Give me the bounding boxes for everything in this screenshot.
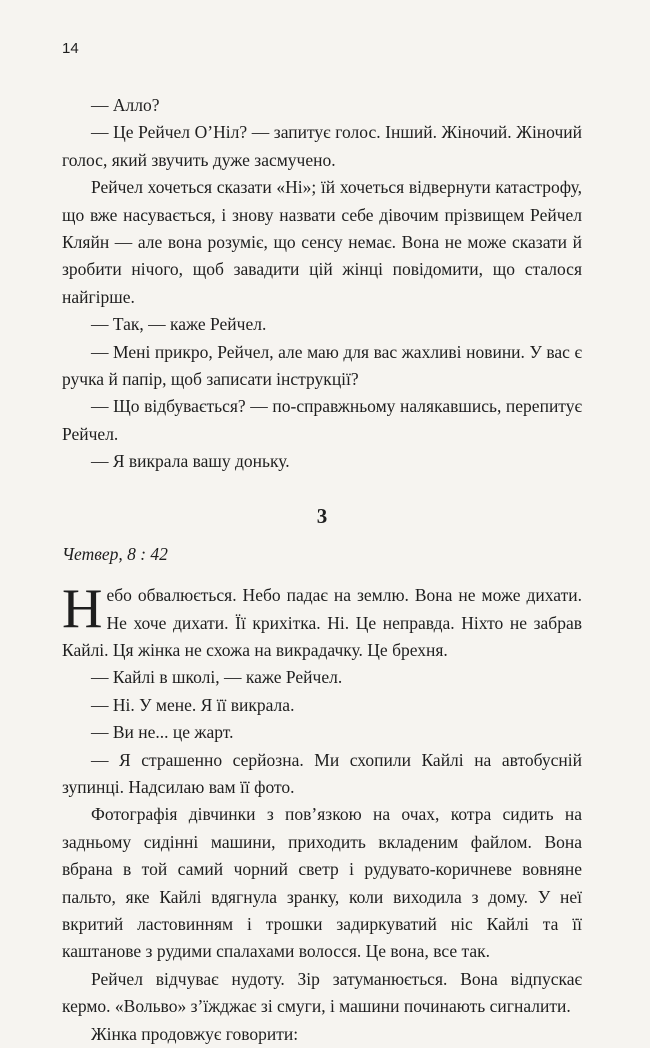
page-number: 14: [62, 40, 79, 57]
paragraph: — Я страшенно серйозна. Ми схопили Кайлі на автобусній зупинці. Надсилаю вам її фото.: [62, 749, 582, 797]
paragraph: — Мені прикро, Рейчел, але маю для вас жахливі новини. У вас є ручка й папір, щоб записати інструкції?: [62, 341, 582, 390]
paragraph: Рейчел хочеться сказати «Ні»; їй хочеться відвернути катастрофу, що вже насувається, і знову назвати себе дівочим прізвищем Рейчел Кляйн — але вона розуміє, що сенсу немає. Вона не може сказати й зробити нічого, щоб завадити цій жінці повідомити, що сталося найгірше.: [62, 177, 582, 307]
paragraph: Жінка продовжує говорити:: [91, 1023, 299, 1044]
paragraph: — Це Рейчел О’Ніл? — запитує голос. Інший. Жіночий. Жіночий голос, який звучить дуже засмучено.: [62, 122, 582, 170]
paragraph: — Я викрала вашу доньку.: [91, 451, 290, 472]
paragraph: Рейчел відчуває нудоту. Зір затуманюється. Вона відпускає кермо. «Вольво» з’їжджає зі смуги, і машини починають сигналити.: [62, 968, 582, 1017]
paragraph: — Алло?: [91, 95, 160, 115]
paragraph: — Так, — каже Рейчел.: [91, 314, 267, 335]
paragraph: Фотографія дівчинки з пов’язкою на очах, котра сидить на задньому сидінні машини, приходить вкладеним файлом. Вона вбрана в той самий чорний светр і рудувато-коричневе вовняне пальто, яке Кайлі вдягнула зранку, коли виходила з дому. У неї вкритий ластовинням і трошки задиркуватий ніс Кайлі та її каштанове з рудими спалахами волосся. Це вона, все так.: [62, 804, 582, 962]
paragraph: — Ви не... це жарт.: [91, 722, 234, 743]
drop-cap: Н: [62, 578, 103, 641]
paragraph: — Що відбувається? — по-справжньому налякавшись, перепитує Рейчел.: [62, 396, 582, 444]
section-number: 3: [316, 503, 328, 528]
paragraph: — Кайлі в школі, — каже Рейчел.: [91, 667, 343, 688]
page-body: [62, 92, 582, 1048]
paragraph: — Ні. У мене. Я її викрала.: [91, 694, 295, 715]
section-first-paragraph: [62, 578, 582, 664]
first-paragraph-text: ебо обвалюється. Небо падає на землю. Вона не може дихати. Не хоче дихати. Її крихітка. Ні. Це неправда. Ніхто не забрав Кайлі. Ця жінка не схожа на викрадачку. Це брехня.: [62, 585, 582, 660]
section-date: Четвер, 8 : 42: [62, 543, 168, 564]
